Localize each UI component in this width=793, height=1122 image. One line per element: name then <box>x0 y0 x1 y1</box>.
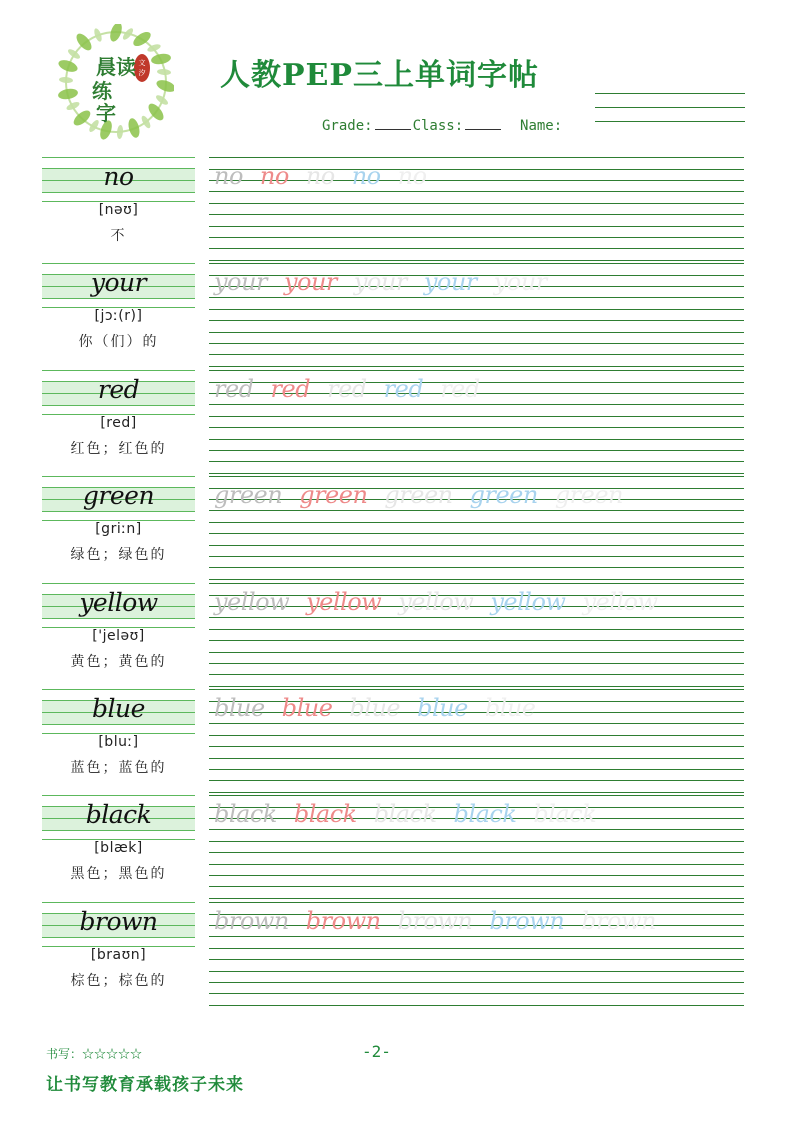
student-info <box>322 118 562 134</box>
trace-word: your <box>423 268 477 296</box>
phonetic: [blæk] <box>94 840 143 856</box>
trace-word: black <box>453 800 517 828</box>
writing-line <box>209 263 744 264</box>
practice-area[interactable] <box>209 795 744 901</box>
trace-word: yellow <box>582 588 658 616</box>
trace-word: your <box>214 268 267 296</box>
name-writing-lines[interactable] <box>595 93 745 135</box>
slogan: 让书写教育承载孩子未来 <box>46 1075 244 1095</box>
writing-line <box>209 864 744 865</box>
trace-row <box>214 800 613 836</box>
phonetic: [griːn] <box>95 521 142 537</box>
writing-line <box>209 332 744 333</box>
writing-line <box>209 579 744 580</box>
word-box <box>42 476 195 521</box>
writing-line <box>209 780 744 781</box>
writing-line <box>209 959 744 960</box>
trace-row <box>214 268 564 304</box>
writing-line <box>209 652 744 653</box>
writing-line <box>209 567 744 568</box>
trace-word: your <box>353 268 407 296</box>
svg-text:汐: 汐 <box>138 69 146 77</box>
writing-line <box>209 674 744 675</box>
trace-word: brown <box>214 907 289 935</box>
trace-word: red <box>214 375 254 403</box>
phonetic: [nəʊ] <box>98 202 139 218</box>
writing-line <box>209 948 744 949</box>
trace-word: red <box>383 375 424 403</box>
svg-text:晨读: 晨读 <box>96 55 136 79</box>
phonetic: ['jeləʊ] <box>92 628 145 644</box>
trace-row <box>214 162 444 198</box>
vocab-word: no <box>103 162 134 191</box>
trace-word: your <box>283 268 337 296</box>
trace-word: black <box>214 800 277 828</box>
writing-line <box>209 993 744 994</box>
writing-line <box>209 583 744 584</box>
meaning: 绿色；绿色的 <box>70 547 167 563</box>
trace-word: no <box>397 162 427 190</box>
trace-row <box>214 694 553 730</box>
trace-word: brown <box>581 907 656 935</box>
vocab-word: brown <box>79 907 158 936</box>
writing-line <box>209 898 744 899</box>
grade-blank[interactable] <box>375 118 411 130</box>
trace-word: brown <box>305 907 381 935</box>
word-entry <box>42 157 744 263</box>
word-box <box>42 795 195 840</box>
writing-line <box>209 886 744 887</box>
trace-word: green <box>554 481 624 509</box>
writing-line <box>209 309 744 310</box>
writing-line <box>209 971 744 972</box>
phonetic: [red] <box>100 415 137 431</box>
phonetic: [bluː] <box>98 734 139 750</box>
writing-line <box>209 533 744 534</box>
trace-word: blue <box>214 694 265 722</box>
svg-text:练: 练 <box>92 79 112 103</box>
writing-line <box>209 320 744 321</box>
writing-line <box>209 792 744 793</box>
practice-area[interactable] <box>209 157 744 263</box>
writing-line <box>209 439 744 440</box>
word-entry <box>42 689 744 795</box>
word-box <box>42 689 195 734</box>
word-box <box>42 157 195 202</box>
trace-word: green <box>214 481 283 509</box>
word-box <box>42 370 195 415</box>
trace-word: blue <box>484 694 536 722</box>
writing-line <box>209 476 744 477</box>
writing-line <box>209 450 744 451</box>
writing-line <box>209 427 744 428</box>
practice-area[interactable] <box>209 370 744 476</box>
writing-line <box>209 556 744 557</box>
trace-row <box>214 588 675 624</box>
trace-word: no <box>351 162 381 190</box>
trace-word: yellow <box>490 588 566 616</box>
meaning: 黑色；黑色的 <box>70 866 167 882</box>
grade-label: Grade: <box>322 118 373 134</box>
writing-line <box>209 663 744 664</box>
trace-word: brown <box>489 907 565 935</box>
page-number: -2- <box>362 1042 391 1061</box>
phonetic: [braʊn] <box>90 947 147 963</box>
trace-word: black <box>373 800 437 828</box>
writing-line <box>209 203 744 204</box>
writing-line <box>209 795 744 796</box>
svg-text:字: 字 <box>96 101 116 125</box>
trace-word: green <box>384 481 453 509</box>
writing-line <box>209 735 744 736</box>
trace-word: no <box>259 162 289 190</box>
phonetic: [jɔː(r)] <box>94 308 143 324</box>
vocab-word: blue <box>92 694 145 723</box>
writing-line <box>209 686 744 687</box>
word-entry <box>42 795 744 901</box>
word-entry <box>42 370 744 476</box>
writing-line <box>209 260 744 261</box>
trace-word: no <box>305 162 335 190</box>
writing-line <box>209 629 744 630</box>
meaning: 红色；红色的 <box>70 441 167 457</box>
class-label: Class: <box>412 118 464 134</box>
trace-word: blue <box>349 694 401 722</box>
writing-line <box>209 237 744 238</box>
meaning: 蓝色；蓝色的 <box>70 760 167 776</box>
trace-word: red <box>440 375 480 403</box>
writing-line <box>209 640 744 641</box>
trace-row <box>214 375 497 411</box>
writing-line <box>209 370 744 371</box>
trace-word: green <box>469 481 538 509</box>
writing-line <box>209 902 744 903</box>
writing-line <box>209 214 744 215</box>
name-label: Name: <box>520 118 563 134</box>
vocab-word: green <box>82 481 155 510</box>
trace-word: black <box>293 800 357 828</box>
writing-line <box>209 354 744 355</box>
trace-word: no <box>214 162 243 190</box>
vocab-word: yellow <box>79 588 158 617</box>
word-entry <box>42 583 744 689</box>
practice-area[interactable] <box>209 476 744 582</box>
vocab-word: black <box>85 800 152 829</box>
trace-word: yellow <box>214 588 290 616</box>
meaning: 不 <box>110 228 127 244</box>
word-entry <box>42 902 744 1008</box>
trace-row <box>214 481 640 517</box>
writing-line <box>209 473 744 474</box>
practice-area[interactable] <box>209 689 744 795</box>
practice-area[interactable] <box>209 583 744 689</box>
writing-line <box>209 689 744 690</box>
writing-line <box>209 982 744 983</box>
logo <box>58 24 174 140</box>
vocab-word: red <box>97 375 140 404</box>
writing-line <box>209 343 744 344</box>
writing-line <box>209 226 744 227</box>
word-box <box>42 263 195 308</box>
writing-line <box>209 157 744 158</box>
writing-line <box>209 758 744 759</box>
practice-area[interactable] <box>209 902 744 1008</box>
writing-line <box>209 841 744 842</box>
vocab-word: your <box>90 268 147 297</box>
writing-line <box>209 769 744 770</box>
trace-word: black <box>533 800 597 828</box>
writing-line <box>209 852 744 853</box>
meaning: 你（们）的 <box>78 334 159 350</box>
wreath-logo-icon <box>58 24 174 140</box>
trace-word: red <box>327 375 367 403</box>
word-entry <box>42 476 744 582</box>
writing-line <box>209 522 744 523</box>
word-box <box>42 583 195 628</box>
trace-word: green <box>299 481 368 509</box>
trace-word: yellow <box>398 588 474 616</box>
trace-word: blue <box>281 694 333 722</box>
writing-line <box>209 875 744 876</box>
writing-line <box>209 545 744 546</box>
trace-word: your <box>493 268 547 296</box>
writing-line <box>209 746 744 747</box>
practice-area[interactable] <box>209 263 744 369</box>
class-blank[interactable] <box>465 118 501 130</box>
svg-text:文: 文 <box>138 59 146 67</box>
page-title: 人教PEP三上单词字帖 <box>220 58 539 93</box>
word-box <box>42 902 195 947</box>
rating: 书写：☆☆☆☆☆ <box>46 1047 143 1061</box>
writing-line <box>209 1005 744 1006</box>
trace-word: yellow <box>306 588 382 616</box>
trace-word: brown <box>397 907 473 935</box>
writing-line <box>209 248 744 249</box>
meaning: 黄色；黄色的 <box>70 654 167 670</box>
writing-line <box>209 366 744 367</box>
trace-word: red <box>270 375 311 403</box>
word-entry <box>42 263 744 369</box>
trace-word: blue <box>417 694 468 722</box>
writing-line <box>209 461 744 462</box>
trace-row <box>214 907 673 943</box>
meaning: 棕色；棕色的 <box>70 973 167 989</box>
writing-line <box>209 416 744 417</box>
